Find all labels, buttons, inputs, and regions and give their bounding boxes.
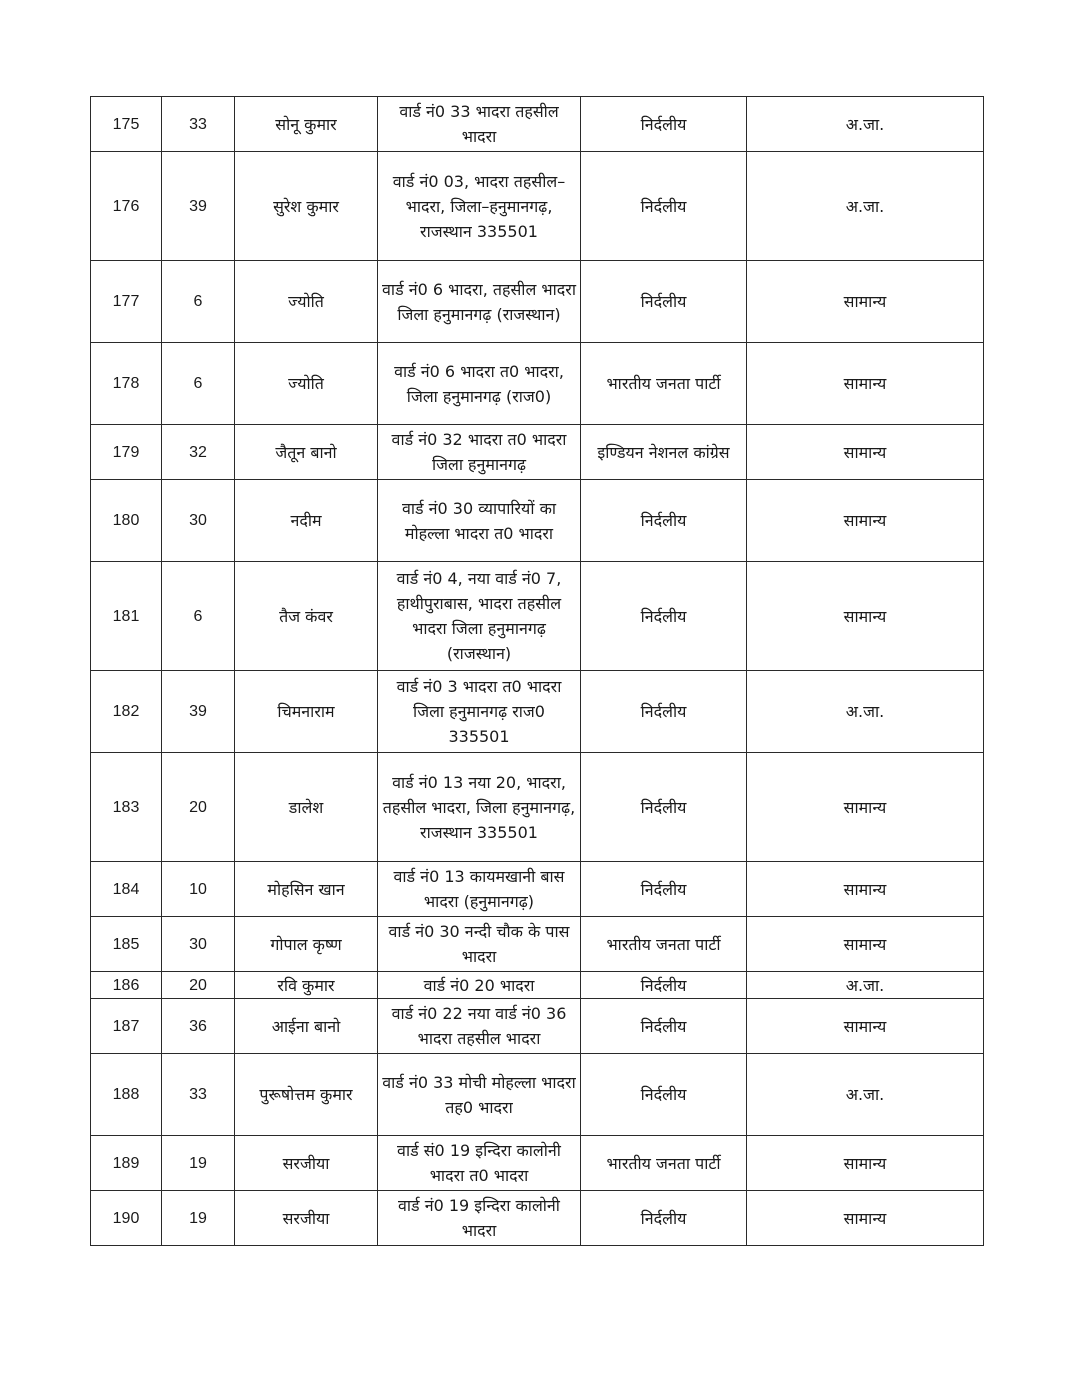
address-cell: वार्ड नं0 22 नया वार्ड नं0 36 भादरा तहसील भादरा xyxy=(378,999,581,1054)
party-cell: भारतीय जनता पार्टी xyxy=(581,917,747,972)
candidate-name-cell: ज्योति xyxy=(235,261,378,343)
table-row xyxy=(91,343,984,425)
ward-number-cell: 39 xyxy=(162,152,235,261)
serial-number-cell: 183 xyxy=(91,753,162,862)
party-cell: निर्दलीय xyxy=(581,862,747,917)
party-cell: भारतीय जनता पार्टी xyxy=(581,1136,747,1191)
address-cell: वार्ड नं0 33 मोची मोहल्ला भादरा तह0 भादरा xyxy=(378,1054,581,1136)
candidate-name-cell: मोहसिन खान xyxy=(235,862,378,917)
address-cell: वार्ड नं0 20 भादरा xyxy=(378,972,581,999)
ward-number-cell: 6 xyxy=(162,261,235,343)
party-cell: निर्दलीय xyxy=(581,261,747,343)
table-row xyxy=(91,425,984,480)
candidate-name-cell: तैज कंवर xyxy=(235,562,378,671)
serial-number-cell: 186 xyxy=(91,972,162,999)
category-cell: अ.जा. xyxy=(747,1054,984,1136)
category-cell: सामान्य xyxy=(747,917,984,972)
serial-number-cell: 185 xyxy=(91,917,162,972)
address-cell: वार्ड नं0 32 भादरा त0 भादरा जिला हनुमानगढ़ xyxy=(378,425,581,480)
party-cell: निर्दलीय xyxy=(581,1054,747,1136)
ward-number-cell: 10 xyxy=(162,862,235,917)
party-cell: निर्दलीय xyxy=(581,999,747,1054)
candidate-name-cell: पुरूषोत्तम कुमार xyxy=(235,1054,378,1136)
candidate-name-cell: सरजीया xyxy=(235,1191,378,1246)
serial-number-cell: 178 xyxy=(91,343,162,425)
table-row xyxy=(91,917,984,972)
serial-number-cell: 179 xyxy=(91,425,162,480)
serial-number-cell: 190 xyxy=(91,1191,162,1246)
address-cell: वार्ड सं0 19 इन्दिरा कालोनी भादरा त0 भादरा xyxy=(378,1136,581,1191)
table-row xyxy=(91,972,984,999)
serial-number-cell: 182 xyxy=(91,671,162,753)
ward-number-cell: 6 xyxy=(162,343,235,425)
address-cell: वार्ड नं0 4, नया वार्ड नं0 7, हाथीपुराबास, भादरा तहसील भादरा जिला हनुमानगढ़ (राजस्थान) xyxy=(378,562,581,671)
ward-number-cell: 32 xyxy=(162,425,235,480)
party-cell: निर्दलीय xyxy=(581,972,747,999)
ward-number-cell: 20 xyxy=(162,753,235,862)
address-cell: वार्ड नं0 3 भादरा त0 भादरा जिला हनुमानगढ़ राज0 335501 xyxy=(378,671,581,753)
party-cell: निर्दलीय xyxy=(581,480,747,562)
ward-number-cell: 30 xyxy=(162,480,235,562)
category-cell: सामान्य xyxy=(747,343,984,425)
party-cell: इण्डियन नेशनल कांग्रेस xyxy=(581,425,747,480)
category-cell: अ.जा. xyxy=(747,972,984,999)
ward-number-cell: 33 xyxy=(162,97,235,152)
table-row xyxy=(91,671,984,753)
category-cell: सामान्य xyxy=(747,562,984,671)
table-row xyxy=(91,753,984,862)
address-cell: वार्ड नं0 13 कायमखानी बास भादरा (हनुमानगढ़) xyxy=(378,862,581,917)
table-row xyxy=(91,862,984,917)
category-cell: सामान्य xyxy=(747,999,984,1054)
address-cell: वार्ड नं0 19 इन्दिरा कालोनी भादरा xyxy=(378,1191,581,1246)
candidate-name-cell: सोनू कुमार xyxy=(235,97,378,152)
table-row xyxy=(91,152,984,261)
address-cell: वार्ड नं0 30 व्यापारियों का मोहल्ला भादरा त0 भादरा xyxy=(378,480,581,562)
table-row xyxy=(91,1191,984,1246)
address-cell: वार्ड नं0 6 भादरा त0 भादरा, जिला हनुमानगढ़ (राज0) xyxy=(378,343,581,425)
serial-number-cell: 181 xyxy=(91,562,162,671)
candidate-name-cell: सरजीया xyxy=(235,1136,378,1191)
party-cell: निर्दलीय xyxy=(581,1191,747,1246)
category-cell: सामान्य xyxy=(747,1136,984,1191)
candidate-name-cell: गोपाल कृष्ण xyxy=(235,917,378,972)
address-cell: वार्ड नं0 13 नया 20, भादरा, तहसील भादरा, जिला हनुमानगढ़, राजस्थान 335501 xyxy=(378,753,581,862)
address-cell: वार्ड नं0 33 भादरा तहसील भादरा xyxy=(378,97,581,152)
candidate-name-cell: आईना बानो xyxy=(235,999,378,1054)
category-cell: सामान्य xyxy=(747,261,984,343)
ward-number-cell: 6 xyxy=(162,562,235,671)
serial-number-cell: 176 xyxy=(91,152,162,261)
party-cell: निर्दलीय xyxy=(581,152,747,261)
table-row xyxy=(91,999,984,1054)
table-row xyxy=(91,97,984,152)
candidate-name-cell: जैतून बानो xyxy=(235,425,378,480)
candidate-name-cell: नदीम xyxy=(235,480,378,562)
category-cell: सामान्य xyxy=(747,862,984,917)
candidate-table xyxy=(90,96,984,1246)
ward-number-cell: 39 xyxy=(162,671,235,753)
serial-number-cell: 184 xyxy=(91,862,162,917)
serial-number-cell: 188 xyxy=(91,1054,162,1136)
category-cell: अ.जा. xyxy=(747,152,984,261)
table-row xyxy=(91,1054,984,1136)
serial-number-cell: 180 xyxy=(91,480,162,562)
serial-number-cell: 177 xyxy=(91,261,162,343)
address-cell: वार्ड नं0 03, भादरा तहसील–भादरा, जिला–हनुमानगढ़, राजस्थान 335501 xyxy=(378,152,581,261)
category-cell: अ.जा. xyxy=(747,97,984,152)
category-cell: अ.जा. xyxy=(747,671,984,753)
candidate-name-cell: ज्योति xyxy=(235,343,378,425)
category-cell: सामान्य xyxy=(747,480,984,562)
serial-number-cell: 187 xyxy=(91,999,162,1054)
ward-number-cell: 33 xyxy=(162,1054,235,1136)
candidate-name-cell: सुरेश कुमार xyxy=(235,152,378,261)
party-cell: निर्दलीय xyxy=(581,753,747,862)
address-cell: वार्ड नं0 6 भादरा, तहसील भादरा जिला हनुमानगढ़ (राजस्थान) xyxy=(378,261,581,343)
category-cell: सामान्य xyxy=(747,753,984,862)
candidate-name-cell: चिमनाराम xyxy=(235,671,378,753)
ward-number-cell: 20 xyxy=(162,972,235,999)
serial-number-cell: 189 xyxy=(91,1136,162,1191)
party-cell: निर्दलीय xyxy=(581,97,747,152)
serial-number-cell: 175 xyxy=(91,97,162,152)
party-cell: भारतीय जनता पार्टी xyxy=(581,343,747,425)
category-cell: सामान्य xyxy=(747,425,984,480)
candidate-name-cell: डालेश xyxy=(235,753,378,862)
ward-number-cell: 30 xyxy=(162,917,235,972)
party-cell: निर्दलीय xyxy=(581,671,747,753)
category-cell: सामान्य xyxy=(747,1191,984,1246)
ward-number-cell: 19 xyxy=(162,1191,235,1246)
table-row xyxy=(91,480,984,562)
ward-number-cell: 19 xyxy=(162,1136,235,1191)
table-row xyxy=(91,1136,984,1191)
table-row xyxy=(91,261,984,343)
table-row xyxy=(91,562,984,671)
party-cell: निर्दलीय xyxy=(581,562,747,671)
candidate-name-cell: रवि कुमार xyxy=(235,972,378,999)
address-cell: वार्ड नं0 30 नन्दी चौक के पास भादरा xyxy=(378,917,581,972)
ward-number-cell: 36 xyxy=(162,999,235,1054)
